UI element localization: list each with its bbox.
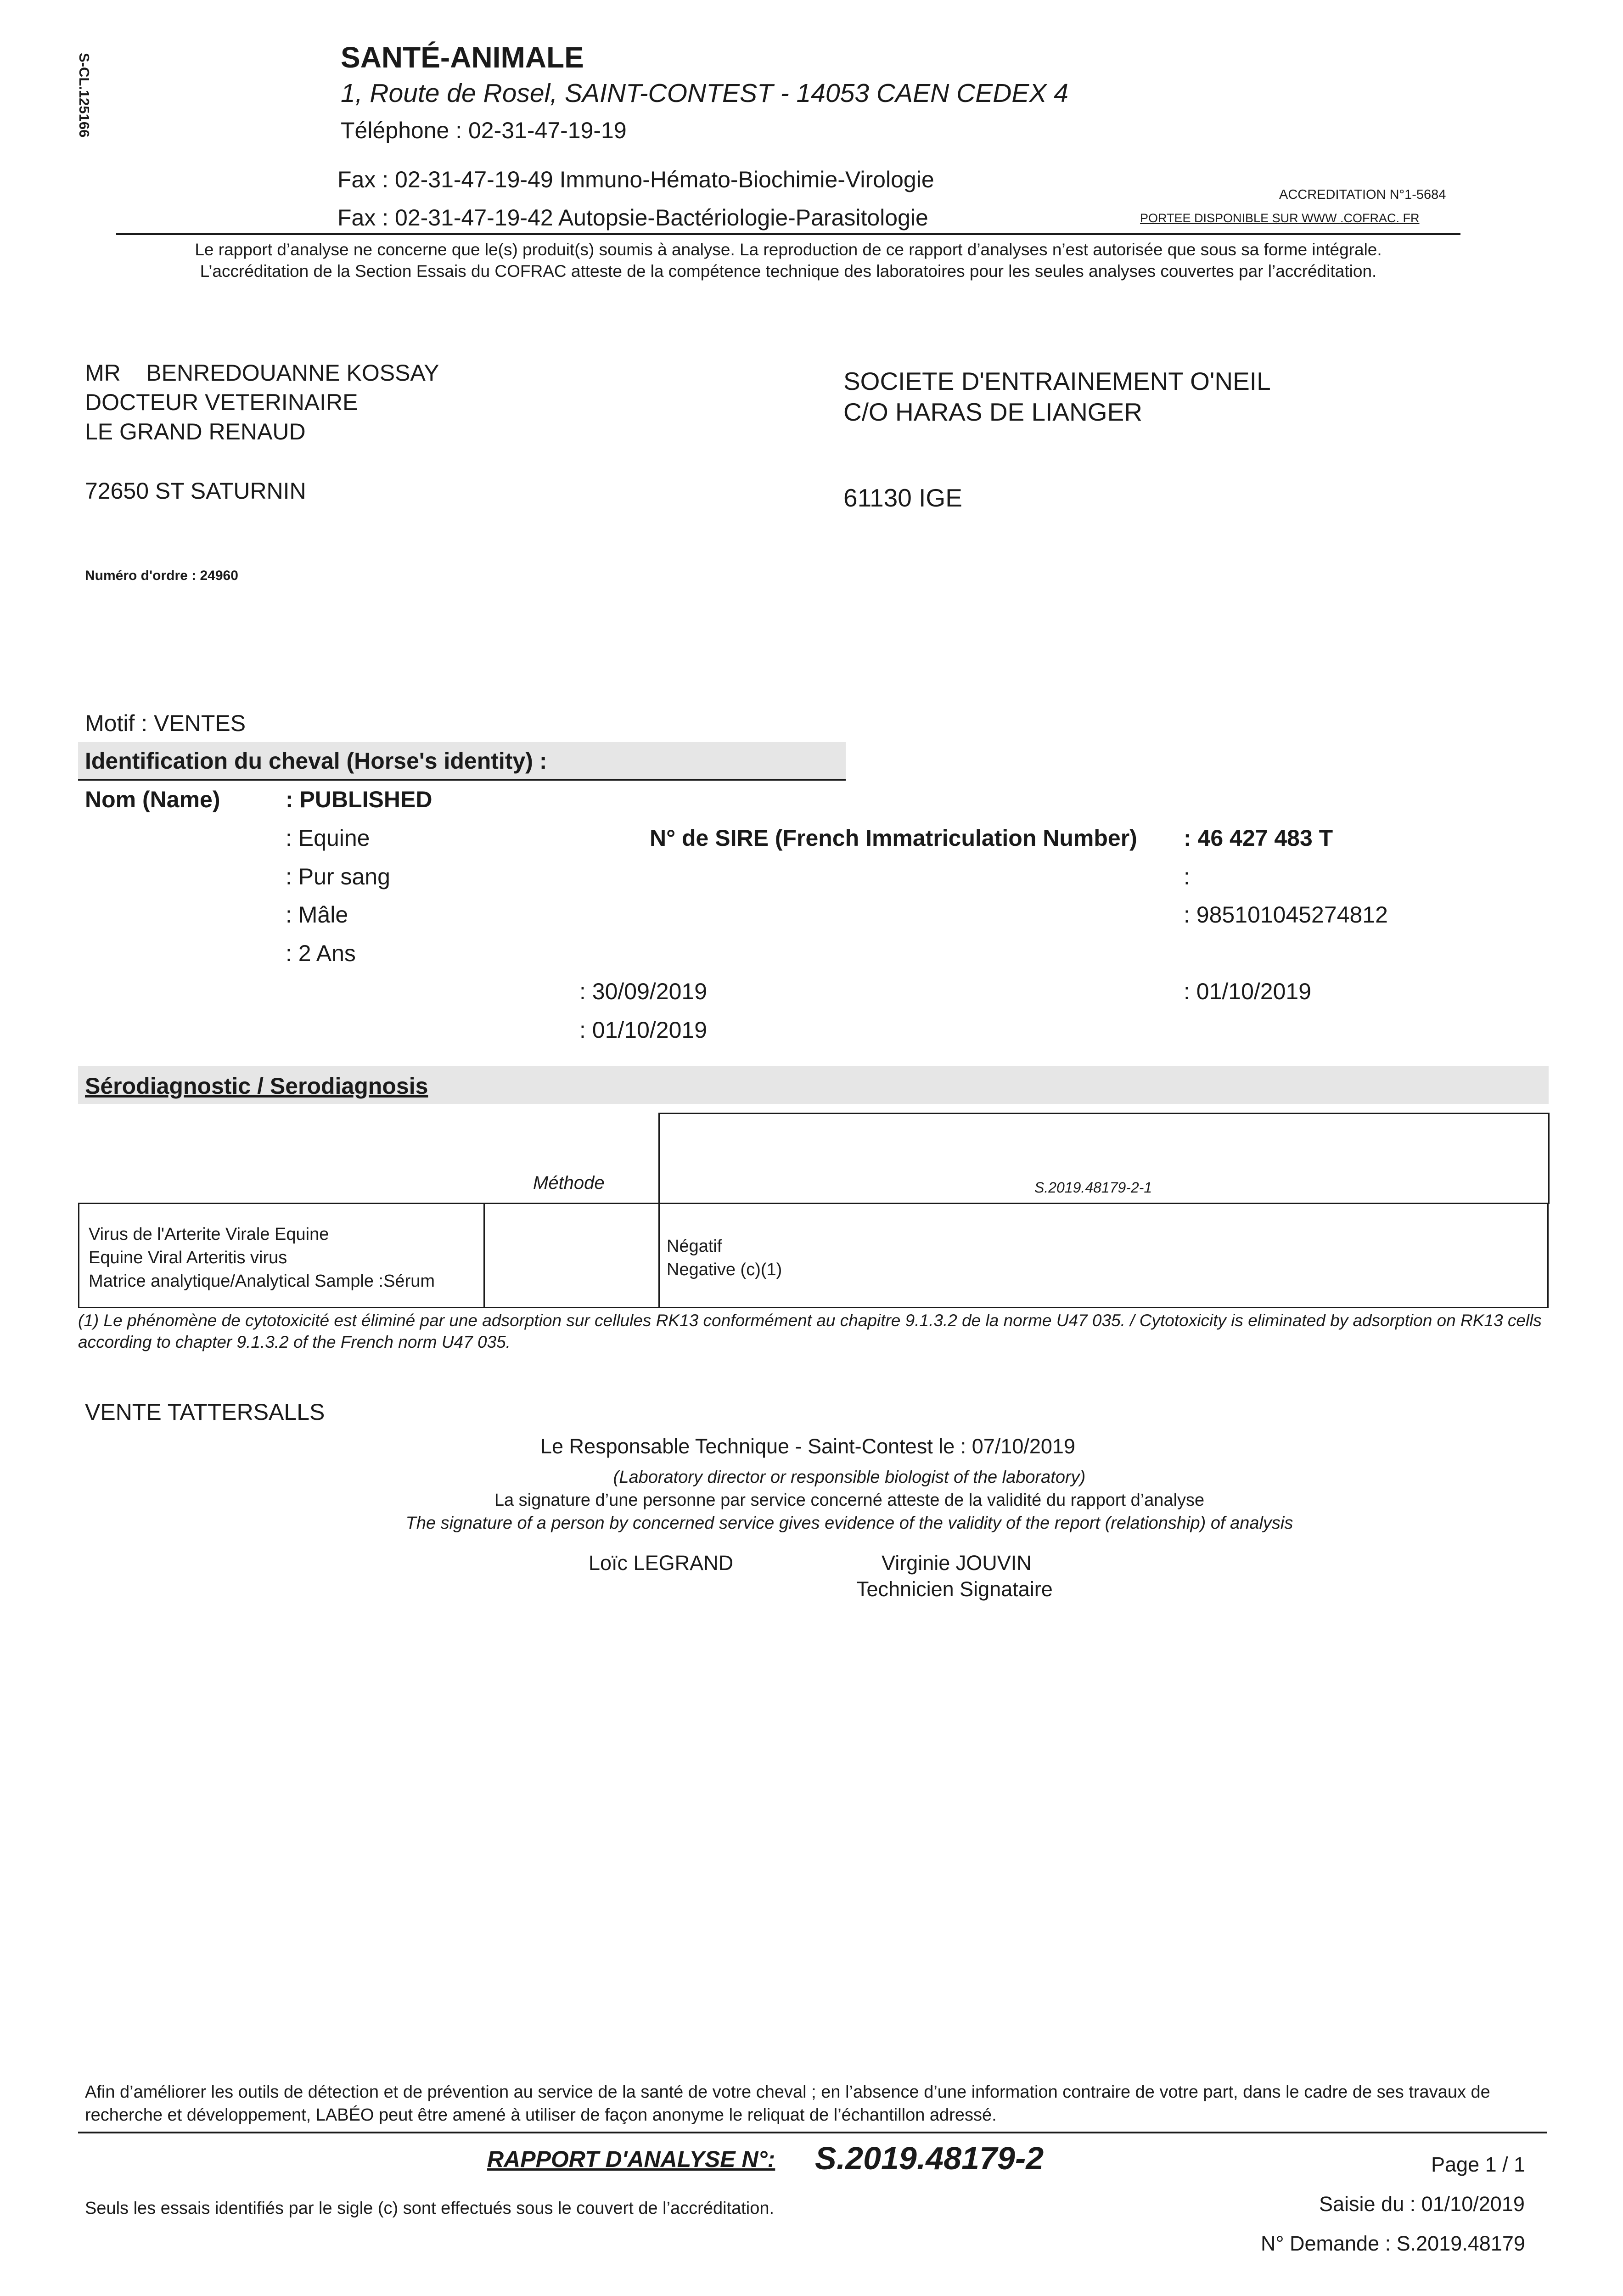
footer-divider	[78, 2132, 1547, 2133]
technical-manager-en: (Laboratory director or responsible biologist of the laboratory)	[613, 1468, 1086, 1487]
identification-title: Identification du cheval (Horse's identity) :	[85, 748, 547, 774]
recipient-name: MR BENREDOUANNE KOSSAY	[85, 360, 439, 386]
analysis-name-en: Equine Viral Arteritis virus	[89, 1248, 287, 1267]
blank-field-value: :	[1184, 864, 1190, 889]
recipient-street: LE GRAND RENAUD	[85, 419, 306, 445]
disclaimer-line-1: Le rapport d’analyse ne concerne que le(s) produit(s) soumis à analyse. La reproduction de ce rapport d’analyses n’est autorisée que sous sa forme intégrale.	[195, 240, 1382, 259]
sample-date: : 30/09/2019	[579, 979, 708, 1004]
lab-name: SANTÉ-ANIMALE	[341, 41, 584, 74]
signer-2-role: Technicien Signataire	[856, 1577, 1053, 1601]
request-number: N° Demande : S.2019.48179	[1261, 2232, 1525, 2255]
result-fr: Négatif	[667, 1237, 722, 1256]
sale-name: VENTE TATTERSALLS	[85, 1399, 325, 1425]
recipient-veterinarian	[85, 358, 439, 506]
motif: Motif : VENTES	[85, 710, 246, 736]
disclaimer-line-2: L’accréditation de la Section Essais du COFRAC atteste de la compétence technique des laboratoires pour les seules analyses couvertes par l’accréditation.	[200, 262, 1377, 281]
horse-age: : 2 Ans	[286, 940, 356, 966]
signer-2-name: Virginie JOUVIN	[882, 1551, 1032, 1575]
analysis-name-fr: Virus de l'Arterite Virale Equine	[89, 1225, 329, 1244]
lab-fax-autopsy: Fax : 02-31-47-19-42 Autopsie-Bactériologie-Parasitologie	[337, 205, 928, 231]
horse-name-value: : PUBLISHED	[286, 787, 432, 812]
owner-postal: 61130 IGE	[843, 484, 962, 512]
recipient-title: DOCTEUR VETERINAIRE	[85, 389, 358, 415]
lab-fax-virology: Fax : 02-31-47-19-49 Immuno-Hémato-Biochimie-Virologie	[337, 167, 934, 192]
entry-date: : 01/10/2019	[579, 1017, 708, 1043]
accreditation-scope-link[interactable]: PORTEE DISPONIBLE SUR WWW .COFRAC. FR	[1140, 211, 1420, 225]
report-number-label: RAPPORT D'ANALYSE N°:	[487, 2146, 775, 2172]
accreditation-note: Seuls les essais identifiés par le sigle (c) sont effectués sous le couvert de l’accréditation.	[85, 2199, 775, 2218]
method-column-header: Méthode	[533, 1173, 605, 1193]
owner-care-of: C/O HARAS DE LIANGER	[843, 398, 1142, 426]
recipient-postal: 72650 ST SATURNIN	[85, 478, 306, 504]
accreditation-number: ACCREDITATION N°1-5684	[1279, 187, 1446, 202]
order-number: Numéro d'ordre : 24960	[85, 568, 238, 583]
lab-phone: Téléphone : 02-31-47-19-19	[341, 118, 627, 143]
horse-name-label: Nom (Name)	[85, 787, 220, 812]
lab-address: 1, Route de Rosel, SAINT-CONTEST - 14053 CAEN CEDEX 4	[341, 79, 1069, 108]
sire-value: : 46 427 483 T	[1184, 825, 1333, 851]
microchip-number: : 985101045274812	[1184, 902, 1388, 928]
recipient-owner	[843, 366, 1271, 513]
sample-id-column-header: S.2019.48179-2-1	[1034, 1179, 1152, 1196]
entry-date-footer: Saisie du : 01/10/2019	[1319, 2192, 1525, 2216]
horse-breed: : Pur sang	[286, 864, 390, 889]
cytotoxicity-footnote: (1) Le phénomène de cytotoxicité est éliminé par une adsorption sur cellules RK13 conformément au chapitre 9.1.3.2 de la norme U47 035. / Cytotoxicity is eliminated by adsorption on RK13 cells according to chapter 9.1.3.2 of the French norm U47 035.	[78, 1311, 1542, 1351]
analysis-cell	[89, 1223, 435, 1293]
serology-title: Sérodiagnostic / Serodiagnosis	[85, 1073, 428, 1099]
analysis-matrix: Matrice analytique/Analytical Sample :Sérum	[89, 1272, 435, 1291]
page-number: Page 1 / 1	[1431, 2153, 1526, 2176]
result-en: Negative (c)(1)	[667, 1260, 782, 1279]
sample-usage-note: Afin d’améliorer les outils de détection et de prévention au service de la santé de votre cheval ; en l’absence d’une information contraire de votre part, dans le cadre de ses travaux de recherche et développement, LABÉO peut être amené à utiliser de façon anonyme le reliquat de l’échantillon adressé.	[85, 2082, 1490, 2125]
report-number: S.2019.48179-2	[815, 2140, 1044, 2176]
document-reference-code: S-CL.125166	[76, 53, 92, 138]
signer-1-name: Loïc LEGRAND	[589, 1551, 734, 1575]
results-table-divider-1	[483, 1203, 485, 1308]
result-cell	[667, 1235, 782, 1282]
signature-statement-en: The signature of a person by concerned service gives evidence of the validity of the report (relationship) of analysis	[405, 1514, 1293, 1533]
report-disclaimer	[116, 239, 1460, 282]
reception-date: : 01/10/2019	[1184, 979, 1312, 1004]
results-table-divider-2	[658, 1203, 660, 1308]
technical-manager-line: Le Responsable Technique - Saint-Contest le : 07/10/2019	[540, 1435, 1075, 1458]
horse-sex: : Mâle	[286, 902, 348, 928]
horse-species: : Equine	[286, 825, 370, 851]
owner-name: SOCIETE D'ENTRAINEMENT O'NEIL	[843, 367, 1271, 395]
header-divider	[116, 233, 1460, 235]
signature-statement-fr: La signature d’une personne par service concerné atteste de la validité du rapport d’analyse	[494, 1491, 1205, 1510]
sire-label: N° de SIRE (French Immatriculation Number)	[650, 825, 1137, 851]
